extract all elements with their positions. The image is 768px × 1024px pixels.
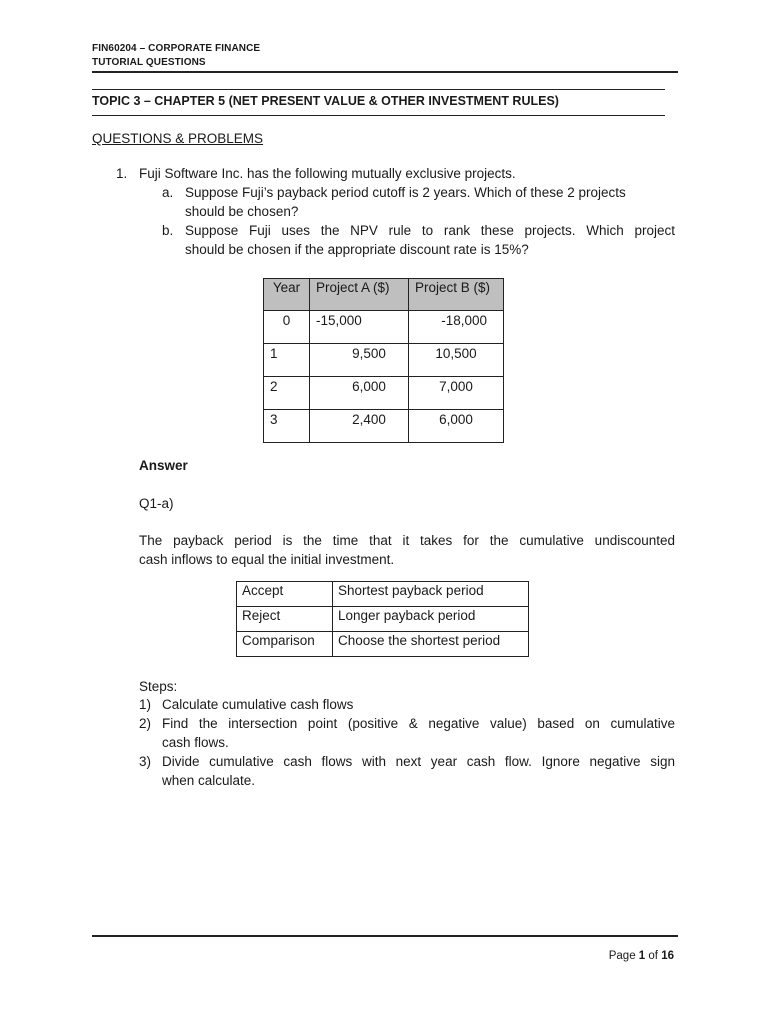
decision-rule-table <box>236 581 529 657</box>
project-b-cell: 7,000 <box>409 377 504 410</box>
part-b-label: b. <box>162 223 174 238</box>
step-2-line1: Find the intersection point (positive & negative value) based on cumulative <box>162 716 675 731</box>
topic-title: TOPIC 3 – CHAPTER 5 (NET PRESENT VALUE & OTHER INVESTMENT RULES) <box>92 94 559 108</box>
step-3-number: 3) <box>139 754 152 769</box>
table-row <box>264 311 504 344</box>
project-a-cell: 9,500 <box>310 344 409 377</box>
header-divider <box>92 71 678 73</box>
header-subtitle: TUTORIAL QUESTIONS <box>92 57 206 68</box>
answer-paragraph-line1: The payback period is the time that it takes for the cumulative undiscounted <box>139 533 675 548</box>
step-3-line1: Divide cumulative cash flows with next year cash flow. Ignore negative sign <box>162 754 675 769</box>
project-a-cell: 2,400 <box>310 410 409 443</box>
table-row <box>264 377 504 410</box>
cash-flow-table <box>263 278 504 443</box>
project-b-cell: -18,000 <box>409 311 504 344</box>
year-cell: 3 <box>264 410 310 443</box>
year-cell: 1 <box>264 344 310 377</box>
rule-value-cell: Longer payback period <box>333 607 529 632</box>
rule-value-cell: Choose the shortest period <box>333 632 529 657</box>
part-a-line1: Suppose Fuji’s payback period cutoff is 2 years. Which of these 2 projects <box>185 185 626 200</box>
table-row <box>237 607 529 632</box>
footer-divider <box>92 935 678 937</box>
course-header: FIN60204 – CORPORATE FINANCE <box>92 43 261 54</box>
section-title: QUESTIONS & PROBLEMS <box>92 131 264 146</box>
rule-value-cell: Shortest payback period <box>333 582 529 607</box>
header-project-a: Project A ($) <box>310 279 409 311</box>
part-b-line2: should be chosen if the appropriate discount rate is 15%? <box>185 242 529 257</box>
step-1-text: Calculate cumulative cash flows <box>162 697 354 712</box>
topic-bottom-rule <box>92 115 665 116</box>
table-row <box>264 344 504 377</box>
table-row <box>237 632 529 657</box>
year-cell: 0 <box>264 311 310 344</box>
steps-title: Steps: <box>139 679 178 694</box>
rule-label-cell: Reject <box>237 607 333 632</box>
page-number <box>609 950 674 962</box>
project-b-cell: 10,500 <box>409 344 504 377</box>
project-b-cell: 6,000 <box>409 410 504 443</box>
current-page: 1 <box>638 950 646 962</box>
of-word: of <box>648 950 658 962</box>
rule-label-cell: Comparison <box>237 632 333 657</box>
rule-label-cell: Accept <box>237 582 333 607</box>
header-year: Year <box>264 279 310 311</box>
page-word: Page <box>608 950 636 962</box>
answer-paragraph-line2: cash inflows to equal the initial investment. <box>139 552 395 567</box>
question-number: 1. <box>116 166 128 181</box>
total-pages: 16 <box>661 950 674 962</box>
table-header-row <box>264 279 504 311</box>
part-a-label: a. <box>162 185 174 200</box>
table-row <box>237 582 529 607</box>
answer-subheading: Q1-a) <box>139 496 174 511</box>
project-a-cell: -15,000 <box>310 311 409 344</box>
table-row <box>264 410 504 443</box>
part-b-line1: Suppose Fuji uses the NPV rule to rank these projects. Which project <box>185 223 675 238</box>
question-text: Fuji Software Inc. has the following mutually exclusive projects. <box>139 166 516 181</box>
step-2-number: 2) <box>139 716 152 731</box>
project-a-cell: 6,000 <box>310 377 409 410</box>
step-2-line2: cash flows. <box>162 735 229 750</box>
answer-heading: Answer <box>139 458 188 473</box>
year-cell: 2 <box>264 377 310 410</box>
topic-top-rule <box>92 89 665 90</box>
step-3-line2: when calculate. <box>162 773 256 788</box>
part-a-line2: should be chosen? <box>185 204 299 219</box>
step-1-number: 1) <box>139 697 152 712</box>
header-project-b: Project B ($) <box>409 279 504 311</box>
